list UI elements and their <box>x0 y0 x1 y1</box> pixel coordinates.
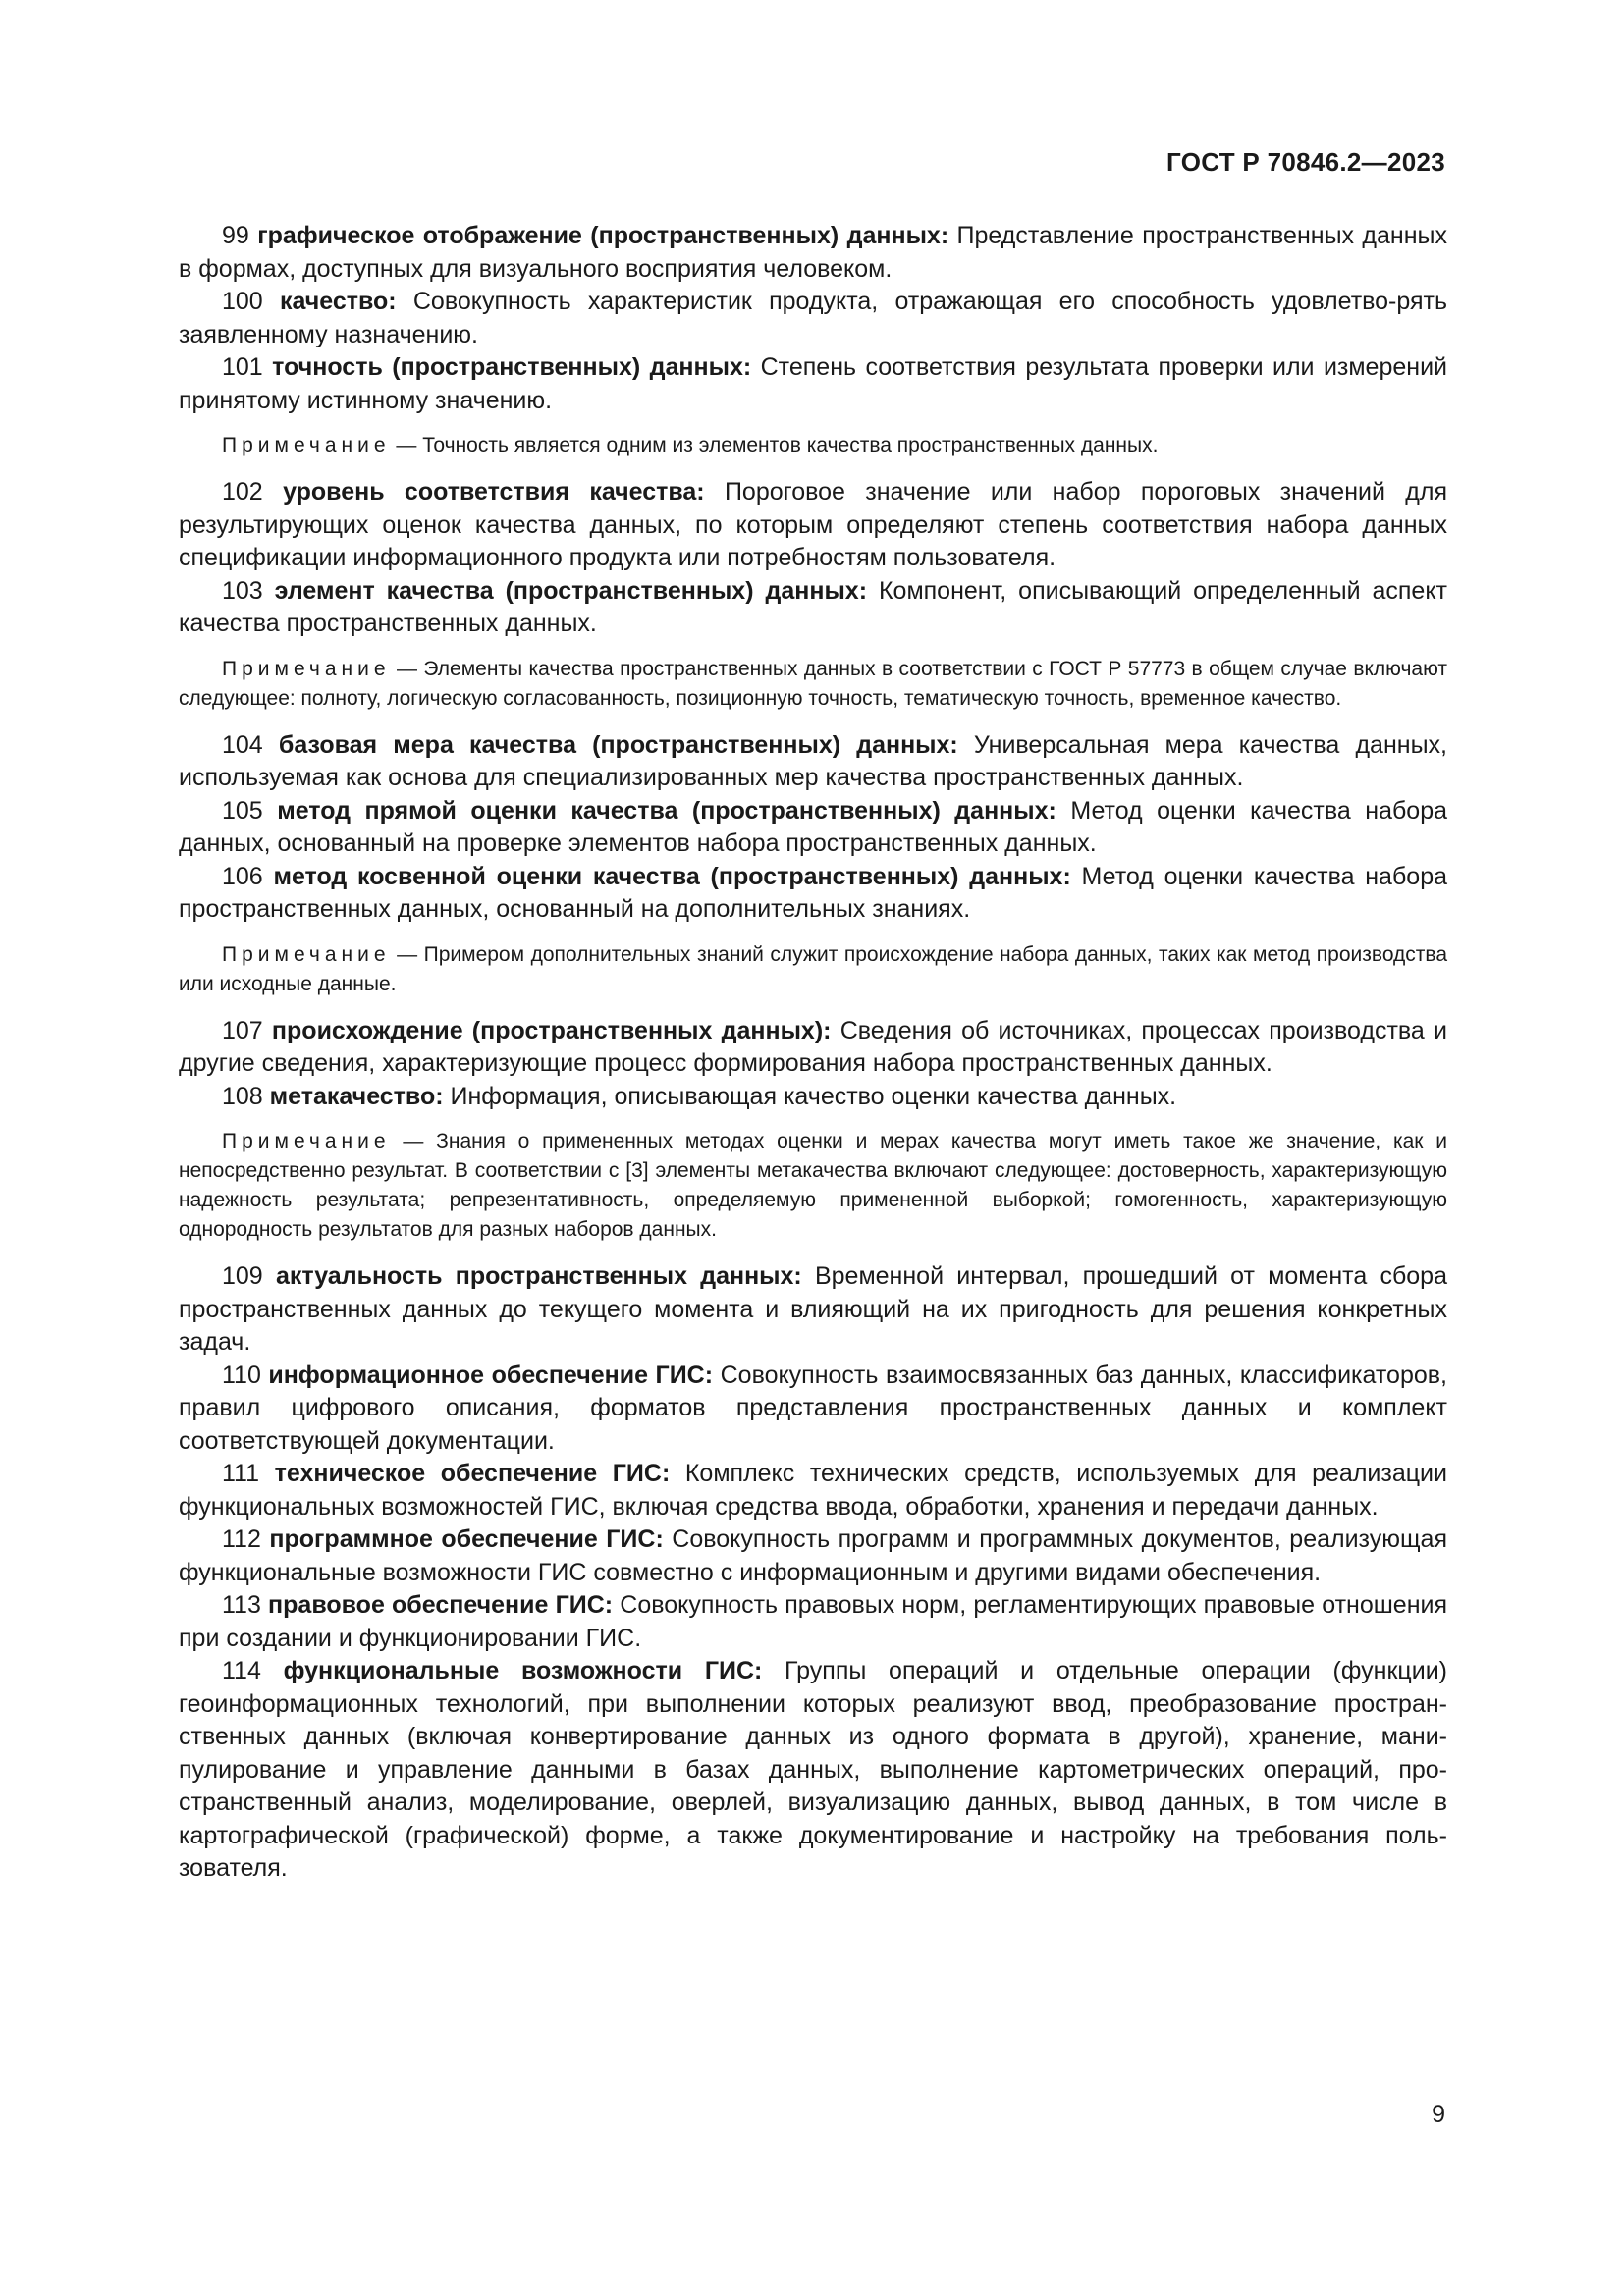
term-number: 110 <box>222 1361 261 1389</box>
term-number: 107 <box>222 1016 263 1044</box>
term-number: 114 <box>222 1657 261 1684</box>
term-note <box>179 655 1447 714</box>
term-definition: Степень соответствия результата проверки или измерений принятому истинному значению. <box>179 353 1448 414</box>
term-definition: Совокупность взаимосвязанных баз данных, классификаторов, правил цифрового описания, форматов представления пространственных данных и комплект соответствующей документации. <box>179 1361 1447 1455</box>
note-dash: — <box>390 434 423 456</box>
term-name: качество: <box>279 288 397 315</box>
term-name: элемент качества (пространственных) данных: <box>274 576 868 605</box>
term-name: метод косвенной оценки качества (пространственных) данных: <box>273 862 1071 890</box>
term-note <box>179 1127 1447 1245</box>
term-name: информационное обеспечение ГИС: <box>268 1361 714 1389</box>
note-dash: — <box>390 1130 437 1152</box>
term-definition: Универсальная мера качества данных, используемая как основа для специализированных мер качества пространственных данных. <box>179 730 1447 791</box>
term-number: 100 <box>222 288 263 315</box>
term-entry <box>179 1458 1447 1523</box>
term-number: 108 <box>222 1082 263 1110</box>
term-entry <box>179 1655 1447 1886</box>
term-name: происхождение (пространственных данных): <box>271 1016 832 1044</box>
term-definition: Информация, описывающая качество оценки качества данных. <box>443 1082 1177 1110</box>
term-number: 104 <box>222 730 263 759</box>
term-definition: Метод оценки качества набора пространственных данных, основанный на дополнительных знаниях. <box>179 862 1447 923</box>
note-text: Элементы качества пространственных данных в соответствии с ГОСТ Р 57773 в общем случае включают следующее: полноту, логическую согласованность, позиционную точность, тематическую точность, временное качество. <box>179 657 1447 710</box>
term-note <box>179 431 1447 460</box>
term-name: программное обеспечение ГИС: <box>269 1525 664 1553</box>
document-id-header: ГОСТ Р 70846.2—2023 <box>1166 147 1445 177</box>
term-name: функциональные возможности ГИС: <box>283 1657 763 1684</box>
term-name: точность (пространственных) данных: <box>272 353 752 381</box>
term-entry <box>179 861 1447 927</box>
term-number: 103 <box>222 576 263 605</box>
note-label: Примечание <box>222 657 391 680</box>
term-name: метод прямой оценки качества (пространственных) данных: <box>277 796 1056 825</box>
term-definition: Комплекс технических средств, используемых для реализации функциональных возможностей ГИС, включая средства ввода, обработки, хранения и передачи данных. <box>179 1460 1447 1521</box>
term-entry <box>179 1523 1447 1589</box>
term-name: базовая мера качества (пространственных) данных: <box>278 730 958 759</box>
term-number: 106 <box>222 862 263 890</box>
term-definition: Совокупность правовых норм, регламентирующих правовые отношения при создании и функционировании ГИС. <box>179 1591 1447 1652</box>
term-name: правовое обеспечение ГИС: <box>268 1591 614 1619</box>
note-label: Примечание <box>222 1130 391 1152</box>
term-definition: Представление пространственных данных в формах, доступных для визуального восприятия человеком. <box>179 222 1447 283</box>
term-name: уровень соответствия качества: <box>283 478 705 506</box>
term-definition: Компонент, описывающий определенный аспект качества пространственных данных. <box>179 576 1447 637</box>
term-entry <box>179 286 1447 351</box>
term-entry <box>179 476 1447 575</box>
term-definition: Совокупность программ и программных документов, реализующая функциональные возможности ГИС совместно с информационным и другими видами обеспечения. <box>179 1525 1447 1586</box>
term-number: 105 <box>222 796 263 825</box>
term-definition: Временной интервал, прошедший от момента сбора пространственных данных до текущего момента и влияющий на их пригодность для решения конкретных задач. <box>179 1262 1447 1356</box>
term-number: 113 <box>222 1591 261 1619</box>
term-definition: Совокупность характеристик продукта, отражающая его способность удовлетво-рять заявленному назначению. <box>179 288 1448 348</box>
term-definition: Сведения об источниках, процессах производства и другие сведения, характеризующие процесс формирования набора пространственных данных. <box>179 1016 1447 1077</box>
note-text: Точность является одним из элементов качества пространственных данных. <box>422 434 1159 456</box>
term-entry <box>179 795 1447 861</box>
note-dash: — <box>390 942 424 966</box>
term-definition: Пороговое значение или набор пороговых значений для результирующих оценок качества данных, по которым определяют степень соответствия набора данных спецификации информационного продукта или потребностям пользователя. <box>179 478 1447 571</box>
term-entry <box>179 220 1447 286</box>
term-name: графическое отображение (пространственных) данных: <box>257 222 949 249</box>
term-entry <box>179 351 1447 417</box>
term-entry <box>179 729 1447 795</box>
term-number: 102 <box>222 478 263 506</box>
terms-content <box>179 220 1447 1886</box>
term-entry <box>179 1015 1447 1081</box>
note-label: Примечание <box>222 434 391 456</box>
term-definition: Метод оценки качества набора данных, основанный на проверке элементов набора пространственных данных. <box>179 796 1448 857</box>
term-entry <box>179 1589 1447 1655</box>
term-definition: Группы операций и отдельные операции (функции) геоинформационных технологий, при выполнении которых реализуют ввод, преобразование пространственных данных (включая конвертирование данных из одного формата в другой), хранение, манипулирование и управление данными в базах данных, выполнение картометрических операций, пространственный анализ, моделирование, оверлей, визуализацию данных, вывод данных, в том числе в картографической (графической) форме, а также документирование и настройку на требования пользователя. <box>179 1657 1447 1882</box>
term-entry <box>179 1260 1447 1360</box>
term-entry <box>179 575 1447 641</box>
term-number: 101 <box>222 353 263 381</box>
term-number: 112 <box>222 1525 261 1553</box>
note-label: Примечание <box>222 942 391 966</box>
page-number: 9 <box>1432 2101 1445 2128</box>
term-name: актуальность пространственных данных: <box>275 1262 802 1290</box>
term-entry <box>179 1360 1447 1459</box>
term-number: 99 <box>222 222 249 249</box>
note-text: Примером дополнительных знаний служит происхождение набора данных, таких как метод производства или исходные данные. <box>179 942 1448 995</box>
term-name: метакачество: <box>269 1082 444 1110</box>
term-number: 111 <box>222 1460 260 1487</box>
note-text: Знания о примененных методах оценки и мерах качества могут иметь такое же значение, как и непосредственно результат. В соответствии с [3] элементы метакачества включают следующее: достоверность, характеризующую надежность результата; репрезентативность, определяемую примененной выборкой; гомогенность, характеризующую однородность результатов для разных наборов данных. <box>179 1130 1448 1241</box>
term-number: 109 <box>222 1262 263 1290</box>
term-note <box>179 940 1447 999</box>
note-dash: — <box>390 657 424 680</box>
term-name: техническое обеспечение ГИС: <box>274 1460 671 1487</box>
term-entry <box>179 1081 1447 1114</box>
